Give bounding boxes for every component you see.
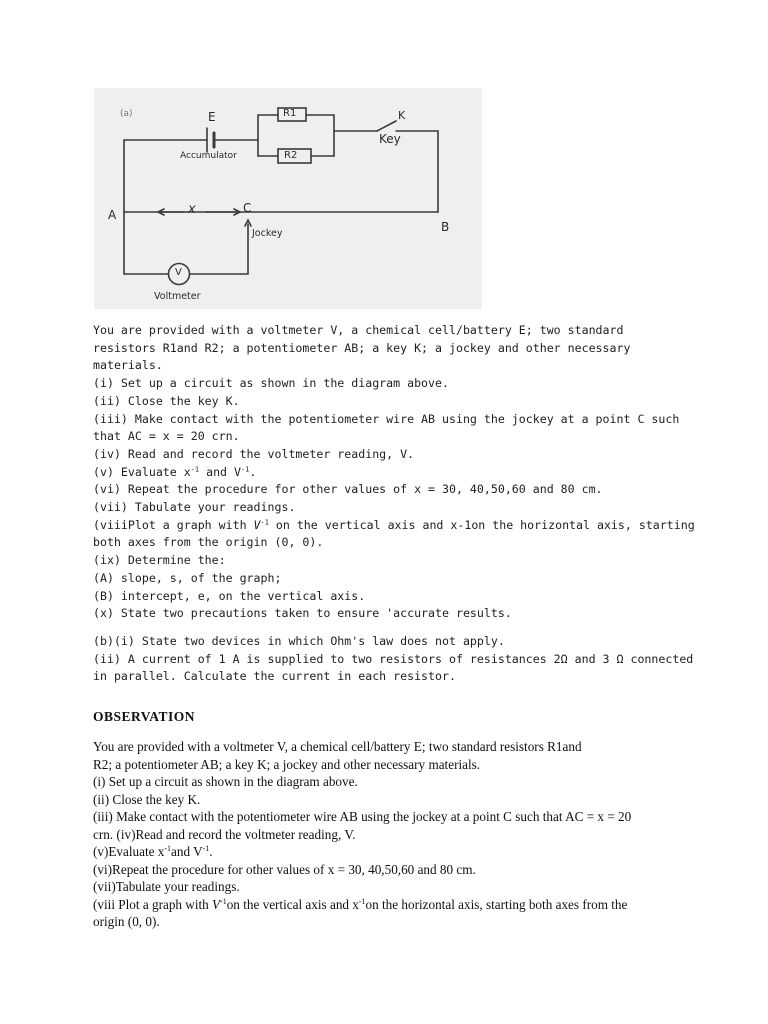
superscript: -1 <box>190 465 200 474</box>
wire-a-to-voltmeter <box>124 212 168 274</box>
label-k: K <box>398 109 406 122</box>
text-part: (viiiPlot a graph with <box>93 517 254 532</box>
observation-text <box>93 738 693 931</box>
text-part: . <box>249 464 257 479</box>
key-switch-lever <box>377 121 396 131</box>
observation-line: (i) Set up a circuit as shown in the diagram above. <box>93 774 358 789</box>
question-line: (x) State two precautions taken to ensure 'accurate results. <box>93 606 512 621</box>
part-b-line: (ii) A current of 1 A is supplied to two resistors of resistances 2Ω and 3 Ω connected <box>93 651 694 666</box>
spacer <box>93 623 683 633</box>
part-b-line: (b)(i) State two devices in which Ohm's law does not apply. <box>93 633 505 648</box>
question-text <box>93 322 695 686</box>
question-line-evaluate <box>93 464 683 482</box>
label-voltmeter: Voltmeter <box>154 291 201 302</box>
label-r1: R1 <box>283 108 297 119</box>
label-accumulator: Accumulator <box>180 151 237 161</box>
label-c: C <box>243 201 252 215</box>
question-line: You are provided with a voltmeter V, a chemical cell/battery E; two standard <box>93 323 624 337</box>
text-part-italic: V <box>253 517 261 532</box>
observation-line: (ii) Close the key K. <box>93 791 201 807</box>
question-line: (iv) Read and record the voltmeter reading, V. <box>93 446 415 461</box>
observation-line: crn. (iv)Read and record the voltmeter reading, V. <box>93 826 356 842</box>
text-part: and V <box>171 844 203 859</box>
question-line: (vii) Tabulate your readings. <box>93 500 296 515</box>
question-line-plot <box>93 517 695 535</box>
superscript: -1 <box>164 843 171 853</box>
label-e: E <box>208 110 216 124</box>
label-a: A <box>108 208 117 222</box>
text-part: on the vertical axis and x <box>226 896 359 912</box>
question-line: (B) intercept, e, on the vertical axis. <box>93 588 366 603</box>
superscript: -1 <box>202 843 210 853</box>
observation-line: (iii) Make contact with the potentiometer wire AB using the jockey at a point C such that AC = x = 20 <box>93 809 632 824</box>
label-b: B <box>441 220 450 234</box>
part-b-line: in parallel. Calculate the current in each resistor. <box>93 669 456 684</box>
observation-line: origin (0, 0). <box>93 914 160 929</box>
observation-heading: OBSERVATION <box>93 709 196 724</box>
circuit-drawing <box>94 88 482 309</box>
text-part: on the horizontal axis, starting both axes from the <box>365 896 628 912</box>
question-line: (A) slope, s, of the graph; <box>93 570 282 585</box>
question-line: both axes from the origin (0, 0). <box>93 535 324 550</box>
text-part: (v) Evaluate x <box>93 464 191 479</box>
wire-key-to-b <box>396 131 438 212</box>
question-line: (ix) Determine the: <box>93 553 226 568</box>
observation-line: R2; a potentiometer AB; a key K; a jockey and other necessary materials. <box>93 756 481 772</box>
label-r2: R2 <box>284 150 298 161</box>
label-key: Key <box>379 132 401 146</box>
superscript: -1 <box>220 896 227 906</box>
question-line: (vi) Repeat the procedure for other values of x = 30, 40,50,60 and 80 cm. <box>93 482 603 497</box>
wire-jockey <box>190 224 248 274</box>
label-v: V <box>175 267 182 278</box>
text-part-italic: V <box>212 896 221 912</box>
circuit-diagram <box>94 88 482 309</box>
text-part: (viii Plot a graph with <box>93 896 213 912</box>
observation-line: (vi)Repeat the procedure for other values of x = 30, 40,50,60 and 80 cm. <box>93 861 476 877</box>
superscript: -1 <box>241 465 250 474</box>
observation-line-plot <box>93 896 693 914</box>
label-x: x <box>188 202 196 217</box>
text-part: on the vertical axis and x-1on the horizontal axis, starting <box>268 517 695 532</box>
text-part: (v)Evaluate x <box>93 844 165 859</box>
superscript: -1 <box>358 896 366 906</box>
observation-line: (vii)Tabulate your readings. <box>93 879 240 894</box>
figure-label: (a) <box>120 109 133 119</box>
label-jockey: Jockey <box>252 228 283 239</box>
question-line: (iii) Make contact with the potentiometer wire AB using the jockey at a point C such <box>93 411 680 426</box>
observation-line-evaluate <box>93 843 693 861</box>
observation-line: You are provided with a voltmeter V, a chemical cell/battery E; two standard resistors R1and <box>93 739 582 754</box>
question-line: (i) Set up a circuit as shown in the diagram above. <box>93 376 449 391</box>
superscript: -1 <box>260 518 269 527</box>
question-line: resistors R1and R2; a potentiometer AB; a key K; a jockey and other necessary <box>93 340 631 355</box>
text-part: and V <box>199 464 241 479</box>
question-line: (ii) Close the key K. <box>93 393 240 408</box>
question-line: materials. <box>93 358 163 373</box>
question-line: that AC = x = 20 crn. <box>93 429 240 444</box>
text-part: . <box>209 844 213 859</box>
